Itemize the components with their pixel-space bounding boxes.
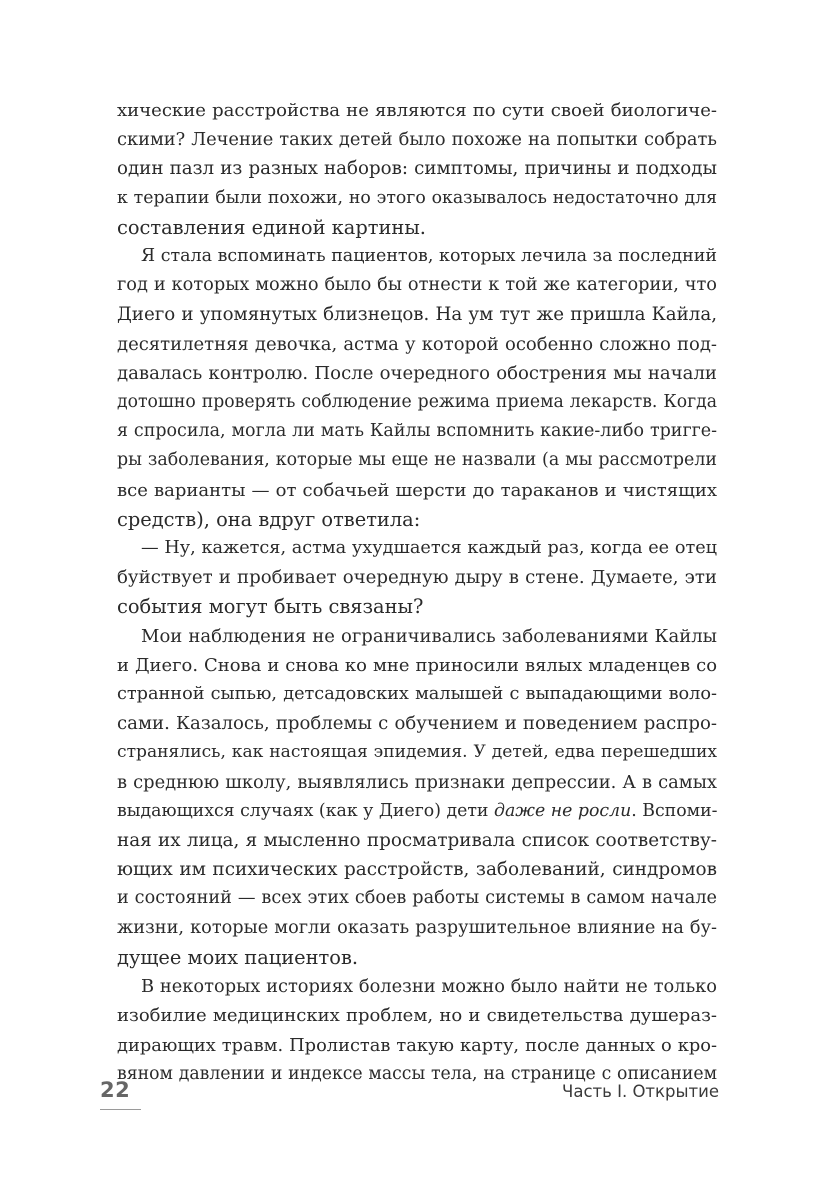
running-head: Часть I. Открытие [562,1082,719,1101]
text-line: жизни, которые могли оказать разрушительное влияние на бу- [117,917,717,938]
text-line-with-emphasis [117,797,717,826]
text-line: — Ну, кажется, астма ухудшается каждый раз, когда ее отец [141,538,717,559]
paragraph-1 [117,96,717,242]
paragraph-2 [117,242,717,534]
text-line: средств), она вдруг ответила: [117,507,421,531]
text-line: события могут быть связаны? [117,595,424,619]
text-line: десятилетняя девочка, астма у которой особенно сложно под- [117,333,717,355]
text-line: Диего и упомянутых близнецов. На ум тут же пришла Кайла, [117,304,717,326]
page-footer [100,1078,719,1112]
text-line: ющих им психических расстройств, заболеваний, синдромов [117,859,717,881]
text-line: вяном давлении и индексе массы тела, на странице с описанием [117,1063,717,1084]
text-line: я спросила, могла ли мать Кайлы вспомнить какие-либо тригге- [117,421,717,442]
text-line: странной сыпью, детсадовских малышей с выпадающими воло- [117,684,717,705]
text-line: В некоторых историях болезни можно было найти не только [141,976,717,998]
text-line: в среднюю школу, выявлялись признаки депрессии. А в самых [117,771,717,793]
text-run: . Вспоми- [631,800,718,821]
text-line: год и которых можно было бы отнести к той же категории, что [117,275,717,296]
page-number-rule [100,1109,141,1110]
text-line: дирающих травм. Пролистав такую карту, после данных о кро- [117,1034,717,1056]
text-line: и состояний — всех этих сбоев работы системы в самом начале [117,888,717,909]
text-line: ры заболевания, которые мы еще не назвали (а мы рассмотрели [117,450,717,471]
text-line: Мои наблюдения не ограничивались заболеваниями Кайлы [141,625,717,647]
text-line: давалась контролю. После очередного обострения мы начали [117,362,717,384]
text-line: все варианты — от собачьей шерсти до тараканов и чистящих [117,479,717,501]
body-text [117,96,717,1089]
text-line: хические расстройства не являются по сути своей биологиче- [117,100,717,121]
text-run: выдающихся случаях (как у Диего) дети [117,800,494,821]
text-line: ная их лица, я мысленно просматривала список соответству- [117,830,717,852]
text-line: составления единой картины. [117,215,426,239]
text-line: к терапии были похожи, но этого оказывалось недостаточно для [117,187,717,208]
text-line: один пазл из разных наборов: симптомы, причины и подходы [117,158,717,180]
text-line: скими? Лечение таких детей было похоже на попытки собрать [117,129,717,151]
text-line: изобилие медицинских проблем, но и свидетельства душераз- [117,1005,717,1027]
text-line: Я стала вспоминать пациентов, которых лечила за последний [141,246,717,267]
emphasized-text: даже не росли [493,800,632,821]
text-line: дотошно проверять соблюдение режима приема лекарств. Когда [117,392,717,413]
paragraph-4 [117,622,717,972]
paragraph-5 [117,972,717,1089]
text-line: сами. Казалось, проблемы с обучением и поведением распро- [117,713,717,735]
paragraph-3 [117,534,717,622]
text-line: буйствует и пробивает очередную дыру в стене. Думаете, эти [117,567,717,589]
text-line: дущее моих пациентов. [117,945,359,969]
text-line: и Диего. Снова и снова ко мне приносили вялых младенцев со [117,654,717,676]
text-line: странялись, как настоящая эпидемия. У детей, едва перешедших [117,742,717,763]
page-number: 22 [100,1078,131,1102]
